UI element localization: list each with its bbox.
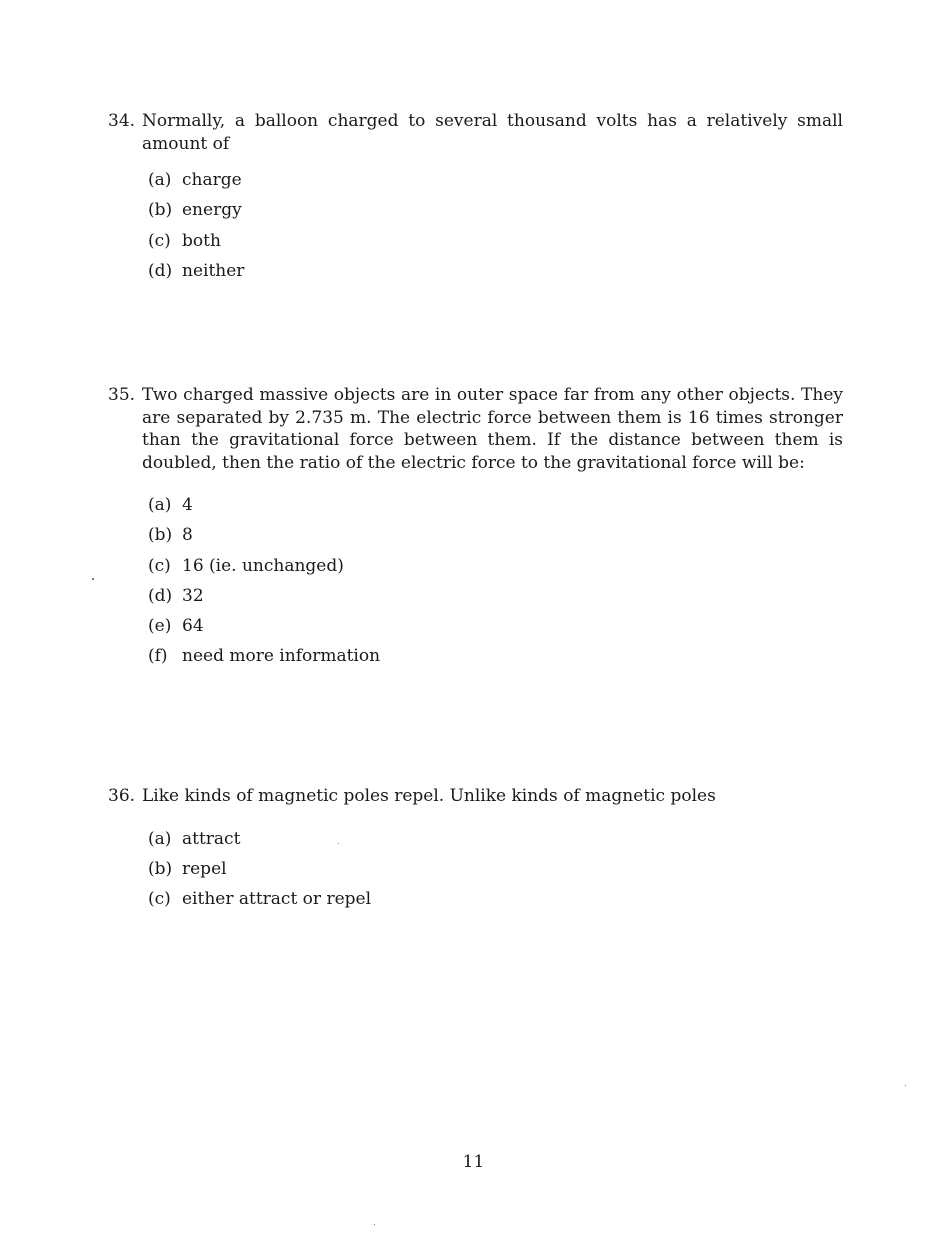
answer-option (148, 165, 843, 195)
question-35 (108, 384, 843, 672)
question-stem (108, 110, 843, 155)
question-number: 34. (108, 111, 136, 131)
option-letter: (d) (148, 260, 173, 281)
option-text: 32 (182, 585, 204, 606)
option-text: need more information (182, 646, 381, 667)
question-text: Two charged massive objects are in outer space far from any other objects. They are separated by 2.735 m. The electric force between them is 16 times stronger than the gravitational force between them. If the distance between them is doubled, then the ratio of the electric force to the gravitational force will be: (142, 385, 843, 473)
option-text: charge (182, 170, 242, 190)
option-text: 64 (182, 616, 204, 637)
option-letter: (b) (148, 200, 173, 221)
option-letter: (f) (148, 646, 168, 667)
answer-option (148, 490, 843, 520)
option-letter: (a) (148, 828, 172, 849)
page-number: 11 (462, 1152, 485, 1172)
answer-options (148, 490, 843, 672)
option-text: repel (182, 858, 227, 879)
option-letter: (b) (148, 858, 173, 879)
option-text: energy (182, 200, 242, 221)
option-letter: (a) (148, 170, 172, 190)
option-letter: (d) (148, 585, 173, 606)
question-number: 35. (108, 385, 136, 405)
question-text: Like kinds of magnetic poles repel. Unlike kinds of magnetic poles (142, 786, 716, 806)
scan-speck (905, 1085, 906, 1086)
answer-option (148, 884, 843, 914)
answer-option (148, 551, 843, 581)
answer-option (148, 854, 843, 884)
answer-option (148, 824, 843, 854)
scan-speck (374, 1224, 375, 1225)
option-text: 8 (182, 525, 193, 546)
option-letter: (c) (148, 889, 171, 910)
option-text: attract (182, 828, 241, 849)
question-36 (108, 785, 843, 914)
question-number: 36. (108, 786, 136, 806)
option-letter: (c) (148, 230, 171, 251)
option-letter: (c) (148, 555, 171, 576)
option-letter: (a) (148, 495, 172, 515)
answer-option (148, 520, 843, 550)
answer-option (148, 611, 843, 641)
answer-option (148, 195, 843, 225)
option-text: 16 (ie. unchanged) (182, 555, 344, 576)
answer-option (148, 581, 843, 611)
question-stem (108, 785, 843, 808)
option-letter: (b) (148, 525, 173, 546)
scan-speck (338, 843, 339, 844)
option-text: either attract or repel (182, 889, 372, 910)
answer-options (148, 824, 843, 915)
option-text: 4 (182, 495, 193, 515)
option-text: both (182, 230, 221, 251)
option-letter: (e) (148, 616, 172, 637)
option-text: neither (182, 260, 245, 281)
scan-speck (92, 578, 94, 580)
answer-options (148, 165, 843, 286)
question-stem (108, 384, 843, 474)
question-34 (108, 110, 843, 286)
answer-option (148, 226, 843, 256)
answer-option (148, 256, 843, 286)
answer-option (148, 641, 843, 671)
question-text: Normally, a balloon charged to several thousand volts has a relatively small amount of (142, 111, 843, 154)
